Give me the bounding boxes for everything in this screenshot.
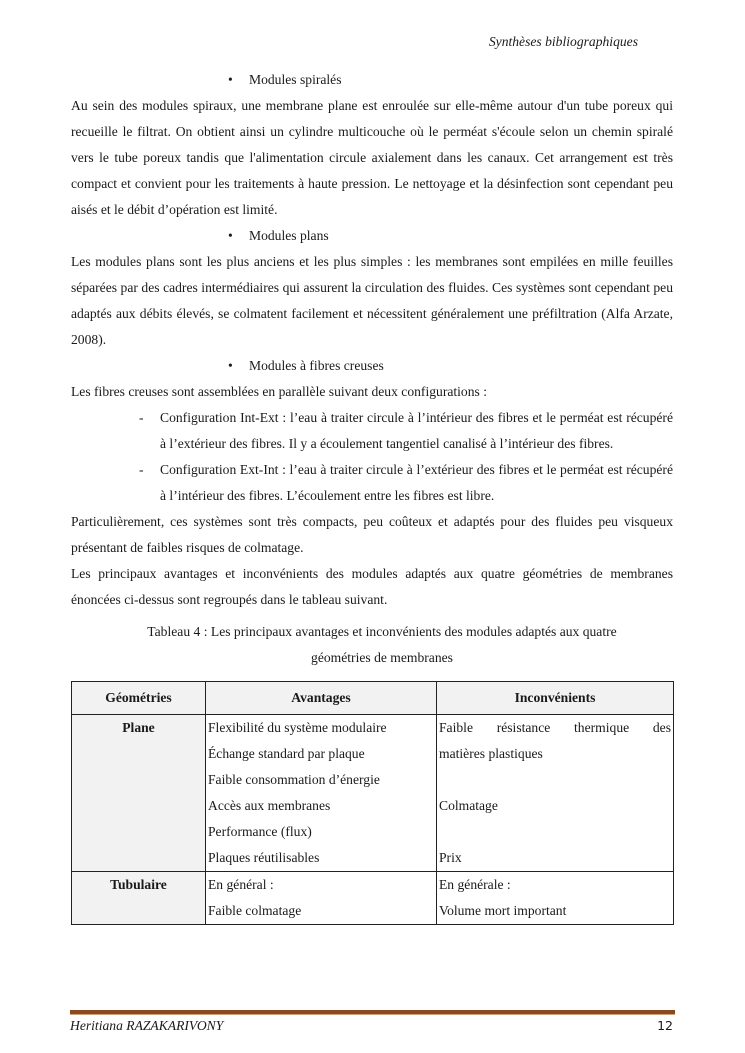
footer-divider [70, 1010, 675, 1015]
header-disadvantages: Inconvénients [437, 682, 674, 715]
disadvantage-item: Faible résistance thermique des [439, 720, 671, 735]
footer-author: Heritiana RAZAKARIVONY [70, 1018, 224, 1033]
spiral-paragraph: Au sein des modules spiraux, une membrane plane est enroulée sur elle-même autour d'un tube poreux qui recueille le filtrat. On obtient ainsi un cylindre multicouche où le perméat s'écoule selon un chemin spiralé vers le tube poreux tandis que l'alimentation circule axialement dans les canaux. Cet arrangement est très compact et convient pour les traitements à haute pression. Le nettoyage et la désinfection sont cependant peu aisés et le débit d’opération est limité. [71, 98, 673, 217]
caption-line-1: Tableau 4 : Les principaux avantages et inconvénients des modules adaptés aux quatre [147, 624, 617, 639]
plans-title: Modules plans [249, 228, 329, 243]
particular-paragraph: Particulièrement, ces systèmes sont très compacts, peu coûteux et adaptés pour des fluides peu visqueux présentant de faibles risques de colmatage. [71, 514, 673, 555]
plane-disadvantages [437, 715, 674, 872]
advantage-item: Accès aux membranes [208, 798, 331, 813]
config-item-int-ext [139, 405, 673, 457]
spacer [439, 767, 671, 793]
plans-paragraph: Les modules plans sont les plus anciens et les plus simples : les membranes sont empilées en mille feuilles séparées par des cadres intermédiaires qui assurent la circulation des fluides. Ces systèmes sont cependant peu adaptés aux débits élevés, se colmatent facilement et nécessitent généralement une préfiltration (Alfa Arzate, 2008). [71, 254, 673, 347]
plane-advantages [206, 715, 437, 872]
fibres-intro: Les fibres creuses sont assemblées en parallèle suivant deux configurations : [71, 384, 487, 399]
bullet-icon: • [228, 358, 233, 373]
config-ext-int-text: Configuration Ext-Int : l’eau à traiter circule à l’extérieur des fibres et le perméat est récupéré à l’intérieur des fibres. L’écoulement entre les fibres est libre. [160, 462, 673, 503]
dash-marker: - [139, 462, 144, 477]
disadvantage-item: matières plastiques [439, 746, 543, 761]
table-caption [71, 619, 673, 671]
advantage-item: Faible consommation d’énergie [208, 772, 380, 787]
table-header-row [72, 682, 674, 715]
bullet-heading-fibres [228, 353, 673, 379]
disadvantage-item: Prix [439, 850, 462, 865]
header-advantages: Avantages [206, 682, 437, 715]
tubular-disadvantages [437, 872, 674, 925]
advantage-item: En général : [208, 877, 274, 892]
table-row-plane [72, 715, 674, 872]
disadvantage-item: En générale : [439, 877, 511, 892]
config-int-ext-text: Configuration Int-Ext : l’eau à traiter circule à l’intérieur des fibres et le perméat est récupéré à l’extérieur des fibres. Il y a écoulement tangentiel canalisé à l’intérieur des fibres. [160, 410, 673, 451]
geometry-tubular: Tubulaire [72, 872, 206, 925]
tubular-advantages [206, 872, 437, 925]
geometries-table [71, 681, 674, 925]
fibres-title: Modules à fibres creuses [249, 358, 384, 373]
disadvantage-item: Volume mort important [439, 903, 567, 918]
bullet-icon: • [228, 72, 233, 87]
table-row-tubular [72, 872, 674, 925]
running-header: Synthèses bibliographiques [488, 34, 638, 49]
bullet-icon: • [228, 228, 233, 243]
advantage-item: Performance (flux) [208, 824, 312, 839]
spacer [439, 819, 671, 845]
advantage-item: Flexibilité du système modulaire [208, 720, 387, 735]
page-content [71, 67, 673, 925]
spiral-title: Modules spiralés [249, 72, 342, 87]
config-item-ext-int [139, 457, 673, 509]
caption-line-2: géométries de membranes [311, 650, 453, 665]
header-geometries: Géométries [72, 682, 206, 715]
disadvantage-item: Colmatage [439, 798, 498, 813]
summary-paragraph: Les principaux avantages et inconvénients des modules adaptés aux quatre géométries de membranes énoncées ci-dessus sont regroupés dans le tableau suivant. [71, 566, 673, 607]
bullet-heading-plans [228, 223, 673, 249]
advantage-item: Échange standard par plaque [208, 746, 365, 761]
advantage-item: Plaques réutilisables [208, 850, 320, 865]
advantage-item: Faible colmatage [208, 903, 302, 918]
geometry-plane: Plane [72, 715, 206, 872]
bullet-heading-spiral [228, 67, 673, 93]
dash-marker: - [139, 410, 144, 425]
page-number: 12 [657, 1018, 673, 1033]
